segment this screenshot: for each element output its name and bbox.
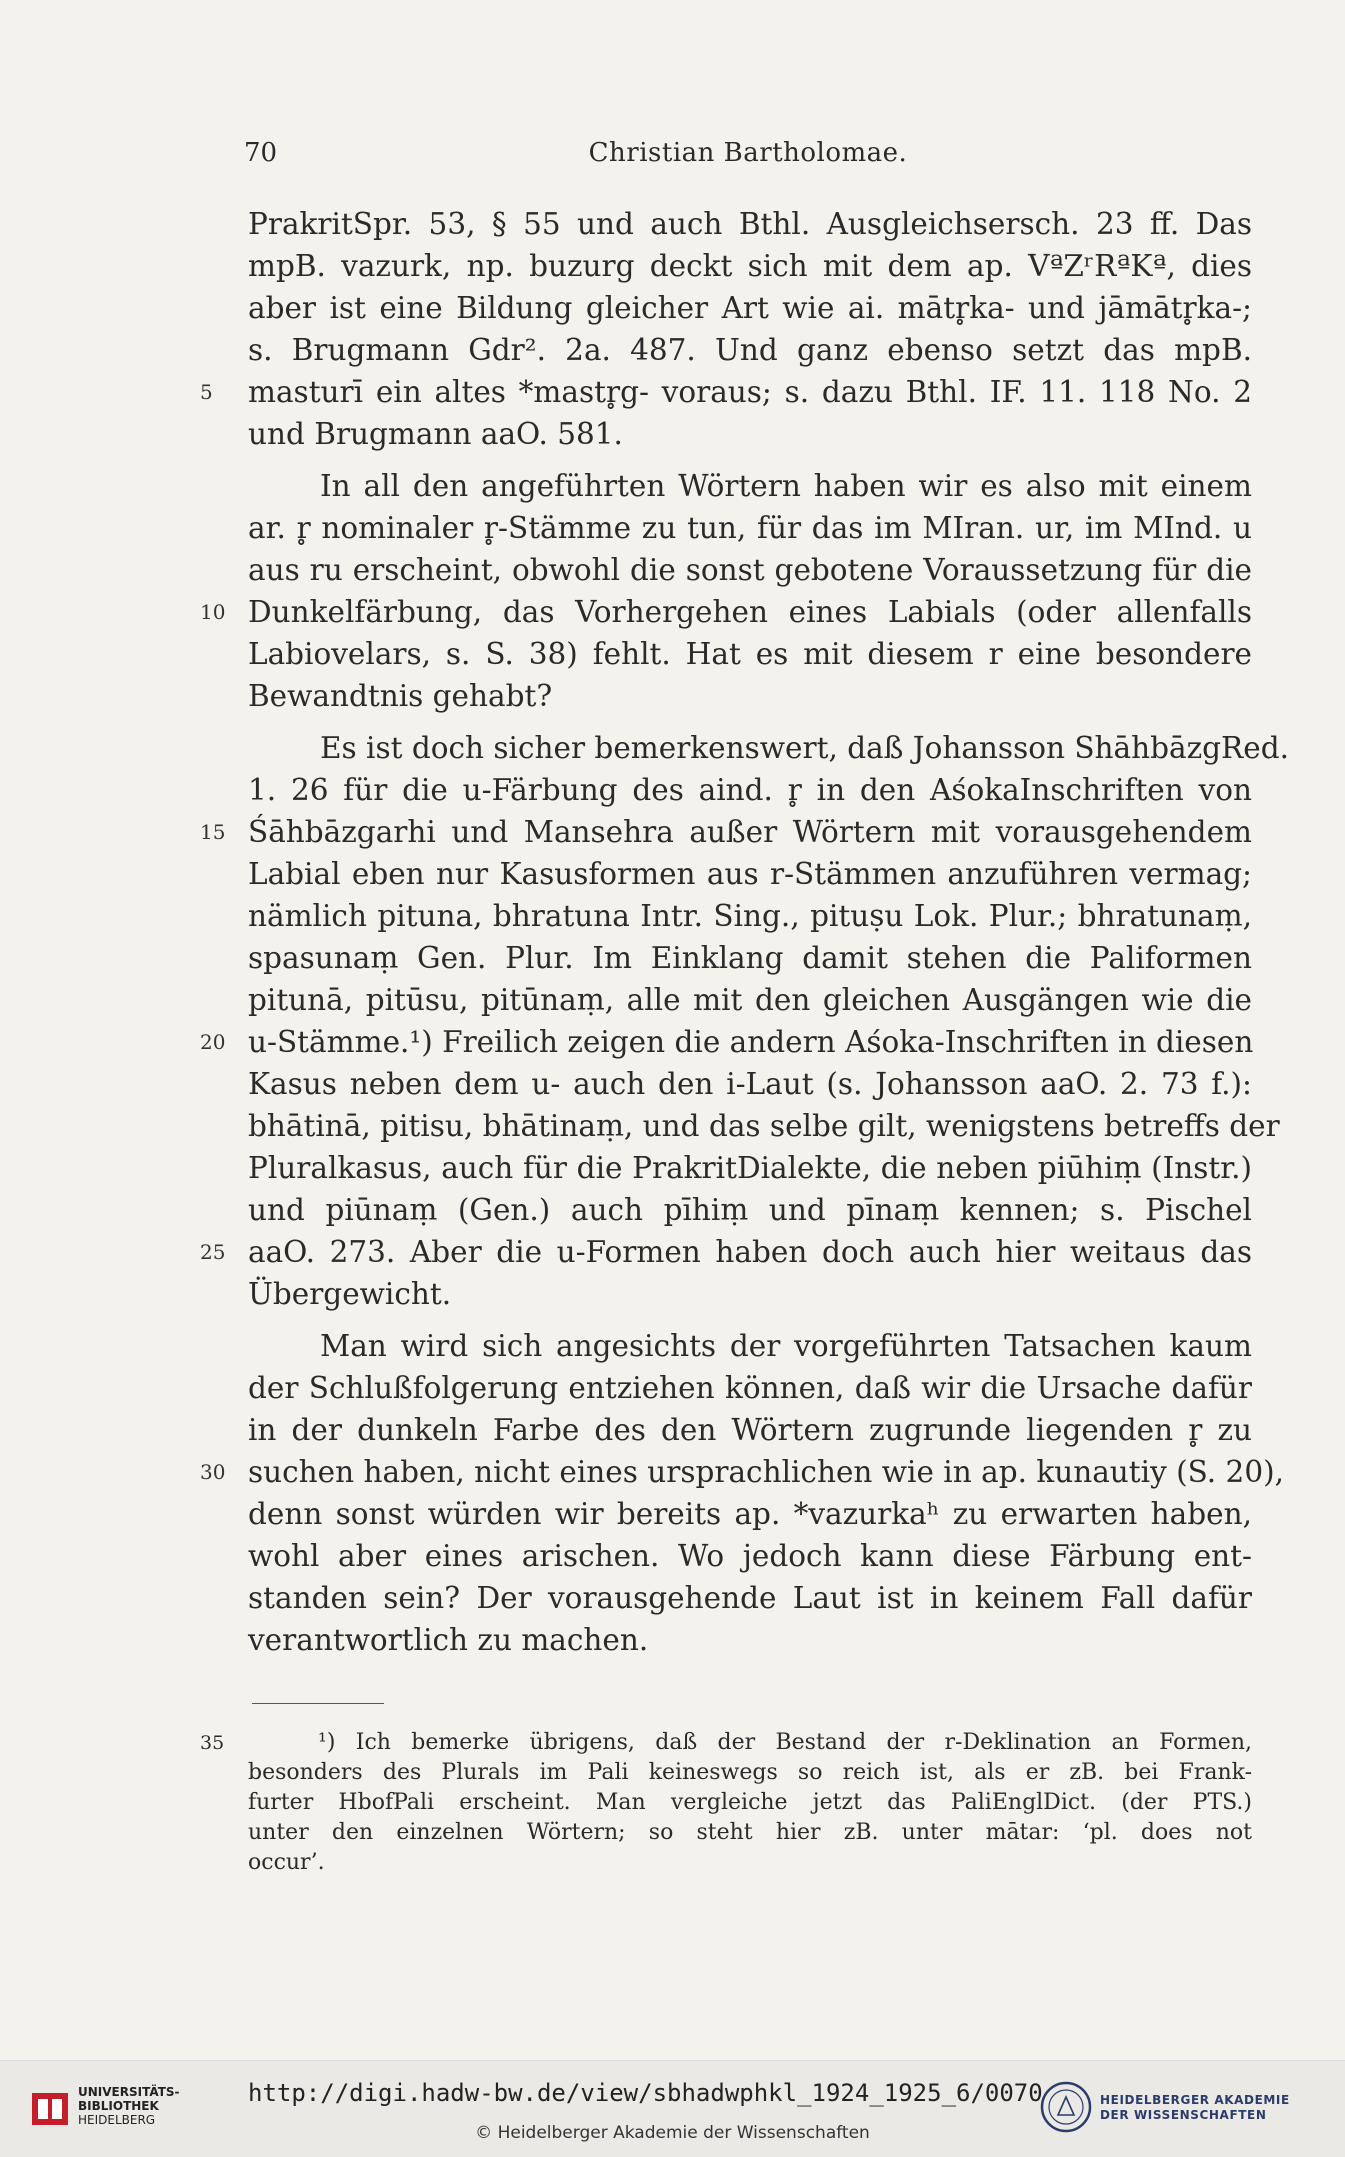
text-line-text: Labial eben nur Kasusformen aus r-Stämmen anzuführen vermag; [248, 857, 1252, 891]
text-line [248, 1105, 1280, 1147]
text-line-text: spasunaṃ Gen. Plur. Im Einklang damit stehen die Paliformen [248, 941, 1252, 975]
line-number: 25 [200, 1240, 226, 1264]
footnote-line [248, 1788, 1252, 1818]
text-line [248, 769, 1252, 811]
text-line [248, 245, 1252, 287]
academy-seal-icon [1040, 2081, 1092, 2133]
text-line [248, 287, 1252, 329]
text-line [248, 895, 1252, 937]
text-line-text: u-Stämme.¹) Freilich zeigen die andern Aśoka-Inschriften in diesen [248, 1025, 1254, 1059]
footnote-line-text: ¹) Ich bemerke übrigens, daß der Bestand der r-Deklination an Formen, [318, 1730, 1252, 1755]
running-head [244, 138, 1252, 178]
text-line-text: Dunkelfärbung, das Vorhergehen eines Labials (oder allenfalls [248, 595, 1252, 629]
academy-label: HEIDELBERGER AKADEMIE DER WISSENSCHAFTEN [1100, 2093, 1290, 2122]
university-library-label: UNIVERSITÄTS- BIBLIOTHEK HEIDELBERG [78, 2085, 180, 2127]
footnote-line [248, 1848, 1252, 1878]
line-number: 5 [200, 380, 213, 404]
text-line-text: aber ist eine Bildung gleicher Art wie ai. mātr̥ka- und jāmātr̥ka-; [248, 291, 1252, 325]
page-number: 70 [244, 138, 278, 168]
text-line [248, 203, 1252, 245]
text-line-text: Kasus neben dem u- auch den i-Laut (s. Johansson aaO. 2. 73 f.): [248, 1067, 1252, 1101]
text-line [200, 811, 1252, 853]
body-text [200, 203, 1289, 1661]
text-line-text: mpB. vazurk, np. buzurg deckt sich mit dem ap. VªZʳRªKª, dies [248, 249, 1252, 283]
text-line-text: bhātinā, pitisu, bhātinaṃ, und das selbe gilt, wenigstens betreffs der [248, 1109, 1280, 1143]
line-number: 20 [200, 1030, 226, 1054]
text-line [248, 1367, 1252, 1409]
paragraph-gap [248, 717, 1252, 727]
text-line-text: masturī ein altes *mastr̥g- voraus; s. dazu Bthl. IF. 11. 118 No. 2 [248, 375, 1252, 409]
text-line [248, 413, 1252, 455]
text-line [248, 1063, 1252, 1105]
text-line [248, 1325, 1252, 1367]
text-line-text: s. Brugmann Gdr². 2a. 487. Und ganz ebenso setzt das mpB. [248, 333, 1252, 367]
text-line-text: pitunā, pitūsu, pitūnaṃ, alle mit den gleichen Ausgängen wie die [248, 983, 1252, 1017]
text-line-text: verantwortlich zu machen. [248, 1623, 649, 1657]
text-line-text: der Schlußfolgerung entziehen können, daß wir die Ursache dafür [248, 1371, 1252, 1405]
footnote-line-text: unter den einzelnen Wörtern; so steht hier zB. unter mātar: ‘pl. does not [248, 1820, 1252, 1845]
text-line [248, 1409, 1252, 1451]
text-line-text: Śāhbāzgarhi und Mansehra außer Wörtern mit vorausgehendem [248, 815, 1252, 849]
line-number: 30 [200, 1460, 226, 1484]
text-line [248, 1147, 1252, 1189]
text-line [248, 633, 1252, 675]
text-line-text: ar. r̥ nominaler r̥-Stämme zu tun, für das im MIran. ur, im MInd. u [248, 511, 1252, 545]
text-line [200, 1451, 1284, 1493]
text-line [248, 1189, 1252, 1231]
text-line [248, 1577, 1252, 1619]
footnote-line [248, 1758, 1252, 1788]
footnote-line-text: besonders des Plurals im Pali keineswegs so reich ist, als er zB. bei Frank- [248, 1760, 1252, 1785]
text-line [248, 549, 1252, 591]
text-line-text: In all den angeführten Wörtern haben wir es also mit einem [320, 469, 1252, 503]
line-number: 15 [200, 820, 226, 844]
text-line [248, 1619, 1252, 1661]
text-line-text: in der dunkeln Farbe des den Wörtern zugrunde liegenden r̥ zu [248, 1413, 1252, 1447]
footnote-line [200, 1728, 1252, 1758]
line-number: 35 [200, 1732, 225, 1754]
text-line [200, 1021, 1254, 1063]
text-line-text: 1. 26 für die u-Färbung des aind. r̥ in den AśokaInschriften von [248, 773, 1252, 807]
text-line [248, 1493, 1252, 1535]
text-line-text: denn sonst würden wir bereits ap. *vazurkaʰ zu erwarten haben, [248, 1497, 1252, 1531]
copyright-notice: © Heidelberger Akademie der Wissenschaften [475, 2123, 870, 2143]
text-line-text: aus ru erscheint, obwohl die sonst gebotene Voraussetzung für die [248, 553, 1252, 587]
text-line [248, 727, 1289, 769]
footnote-line-text: occur’. [248, 1850, 325, 1875]
footnote-line-text: furter HbofPali erscheint. Man vergleiche jetzt das PaliEnglDict. (der PTS.) [248, 1790, 1252, 1815]
text-line-text: Es ist doch sicher bemerkenswert, daß Johansson ShāhbāzgRed. [320, 731, 1289, 765]
text-line [248, 979, 1252, 1021]
text-line-text: suchen haben, nicht eines ursprachlichen wie in ap. kunautiy (S. 20), [248, 1455, 1284, 1489]
text-line [248, 675, 1252, 717]
text-line-text: und Brugmann aaO. 581. [248, 417, 623, 451]
text-line [248, 853, 1252, 895]
text-line [200, 371, 1252, 413]
text-line [200, 591, 1252, 633]
viewer-footer [0, 2060, 1345, 2157]
text-line-text: nämlich pituna, bhratuna Intr. Sing., pituṣu Lok. Plur.; bhratunaṃ, [248, 899, 1252, 933]
text-line-text: und piūnaṃ (Gen.) auch pīhiṃ und pīnaṃ kennen; s. Pischel [248, 1193, 1252, 1227]
text-line-text: aaO. 273. Aber die u-Formen haben doch auch hier weitaus das [248, 1235, 1252, 1269]
paragraph-gap [248, 455, 1252, 465]
text-line [248, 1535, 1252, 1577]
paragraph-gap [248, 1315, 1252, 1325]
text-line-text: Man wird sich angesichts der vorgeführten Tatsachen kaum [320, 1329, 1252, 1363]
text-line [248, 329, 1252, 371]
permalink-url[interactable]: http://digi.hadw-bw.de/view/sbhadwphkl_1924_1925_6/0070 [248, 2079, 1043, 2107]
text-line [248, 507, 1252, 549]
text-line-text: wohl aber eines arischen. Wo jedoch kann diese Färbung ent- [248, 1539, 1252, 1573]
footnote-line [248, 1818, 1252, 1848]
line-number: 10 [200, 600, 226, 624]
text-line-text: Pluralkasus, auch für die PrakritDialekte, die neben piūhiṃ (Instr.) [248, 1151, 1252, 1185]
text-line-text: standen sein? Der vorausgehende Laut ist in keinem Fall dafür [248, 1581, 1252, 1615]
text-line [200, 1231, 1252, 1273]
text-line [248, 937, 1252, 979]
running-title: Christian Bartholomae. [588, 138, 908, 168]
text-line [248, 1273, 1252, 1315]
text-line-text: Übergewicht. [248, 1277, 452, 1311]
text-line-text: Bewandtnis gehabt? [248, 679, 553, 713]
text-line-text: Labiovelars, s. S. 38) fehlt. Hat es mit diesem r eine besondere [248, 637, 1252, 671]
text-line-text: PrakritSpr. 53, § 55 und auch Bthl. Ausgleichsersch. 23 ff. Das [248, 207, 1252, 241]
footnotes [200, 1728, 1252, 1878]
footnote-rule [252, 1703, 384, 1704]
text-line [248, 465, 1252, 507]
